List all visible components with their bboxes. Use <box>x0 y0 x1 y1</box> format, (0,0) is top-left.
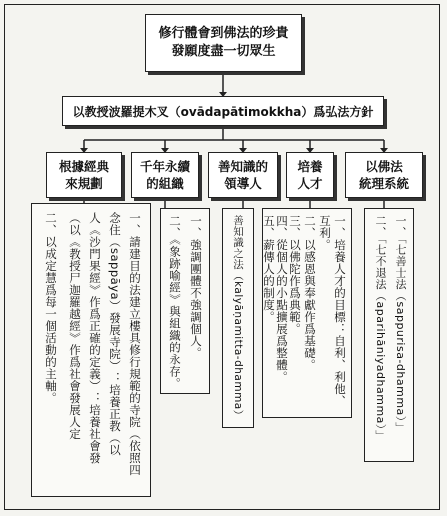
category-2-line1: 千年永續 <box>139 159 190 174</box>
category-box-2 <box>131 152 199 198</box>
detail-4-line-4: 三、以佛陀作爲典範。 <box>288 215 302 335</box>
policy-box <box>62 96 384 126</box>
detail-4-line-5: 四、從個人的小點擴展爲整體。 <box>275 215 289 383</box>
detail-5-line-2: 二、「七不退法（aparihāniyadhamma）」 <box>374 215 387 442</box>
detail-2-line-1: 一、強調團體不強調個人。 <box>189 215 203 359</box>
detail-4-line-3: 二、以感恩與奉獻作爲基礎。 <box>303 215 317 371</box>
detail-1-line-3: 人《沙門果經》作爲正確的定義）：培養社會發 <box>88 212 102 464</box>
detail-column-3 <box>222 208 254 428</box>
detail-4-line-2: 互利。 <box>318 215 332 251</box>
category-box-1 <box>46 152 122 198</box>
category-2-line2: 的組織 <box>146 176 184 191</box>
detail-1-line-4: （以《教授尸迦羅越經》作爲社會發展人定 <box>68 212 82 440</box>
top-box-line1: 修行體會到佛法的珍貴 <box>158 26 289 41</box>
detail-column-4 <box>262 208 352 418</box>
policy-text: 以教授波羅提木叉（ovādapātimokkha）爲弘法方針 <box>72 104 374 119</box>
detail-3-line-1: 善知識之法（kalyāṇamitta-dhamma） <box>232 215 244 421</box>
category-1-line2: 來規劃 <box>65 176 103 191</box>
detail-1-line-5: 二、以成定慧爲每一個活動的主軸。 <box>44 212 58 404</box>
category-4-line1: 培養 <box>297 159 323 174</box>
detail-column-2 <box>160 208 210 394</box>
detail-1-line-1: 一、請建目的法建立樓具修行規範的寺院（依照四 <box>128 212 142 476</box>
category-1-line1: 根據經典 <box>58 159 109 174</box>
detail-2-line-2: 二、《象跡喻經》與組織的永存。 <box>168 215 182 390</box>
category-3-line1: 善知識的 <box>217 159 268 174</box>
category-box-5 <box>345 152 423 198</box>
category-4-line2: 人才 <box>297 176 323 191</box>
top-box-line2: 發願度盡一切眾生 <box>171 44 276 59</box>
detail-column-1 <box>31 203 151 497</box>
category-box-4 <box>286 152 334 198</box>
detail-4-line-1: 一、培養人才的目標：自利、利他、 <box>333 215 347 407</box>
detail-column-5 <box>364 208 414 462</box>
detail-5-line-1: 一、「七善士法（sappurisa-dhamma）」 <box>394 215 407 434</box>
category-5-line2: 統理系統 <box>358 176 409 191</box>
category-box-3 <box>208 152 278 198</box>
category-5-line1: 以佛法 <box>365 159 403 174</box>
detail-1-line-2: 念住（sappāya）發展寺院）：培養正教（以 <box>108 212 122 457</box>
category-3-line2: 領導人 <box>224 176 262 191</box>
detail-4-line-6: 五、薪傳人的制度。 <box>262 215 276 323</box>
top-box <box>145 14 302 72</box>
